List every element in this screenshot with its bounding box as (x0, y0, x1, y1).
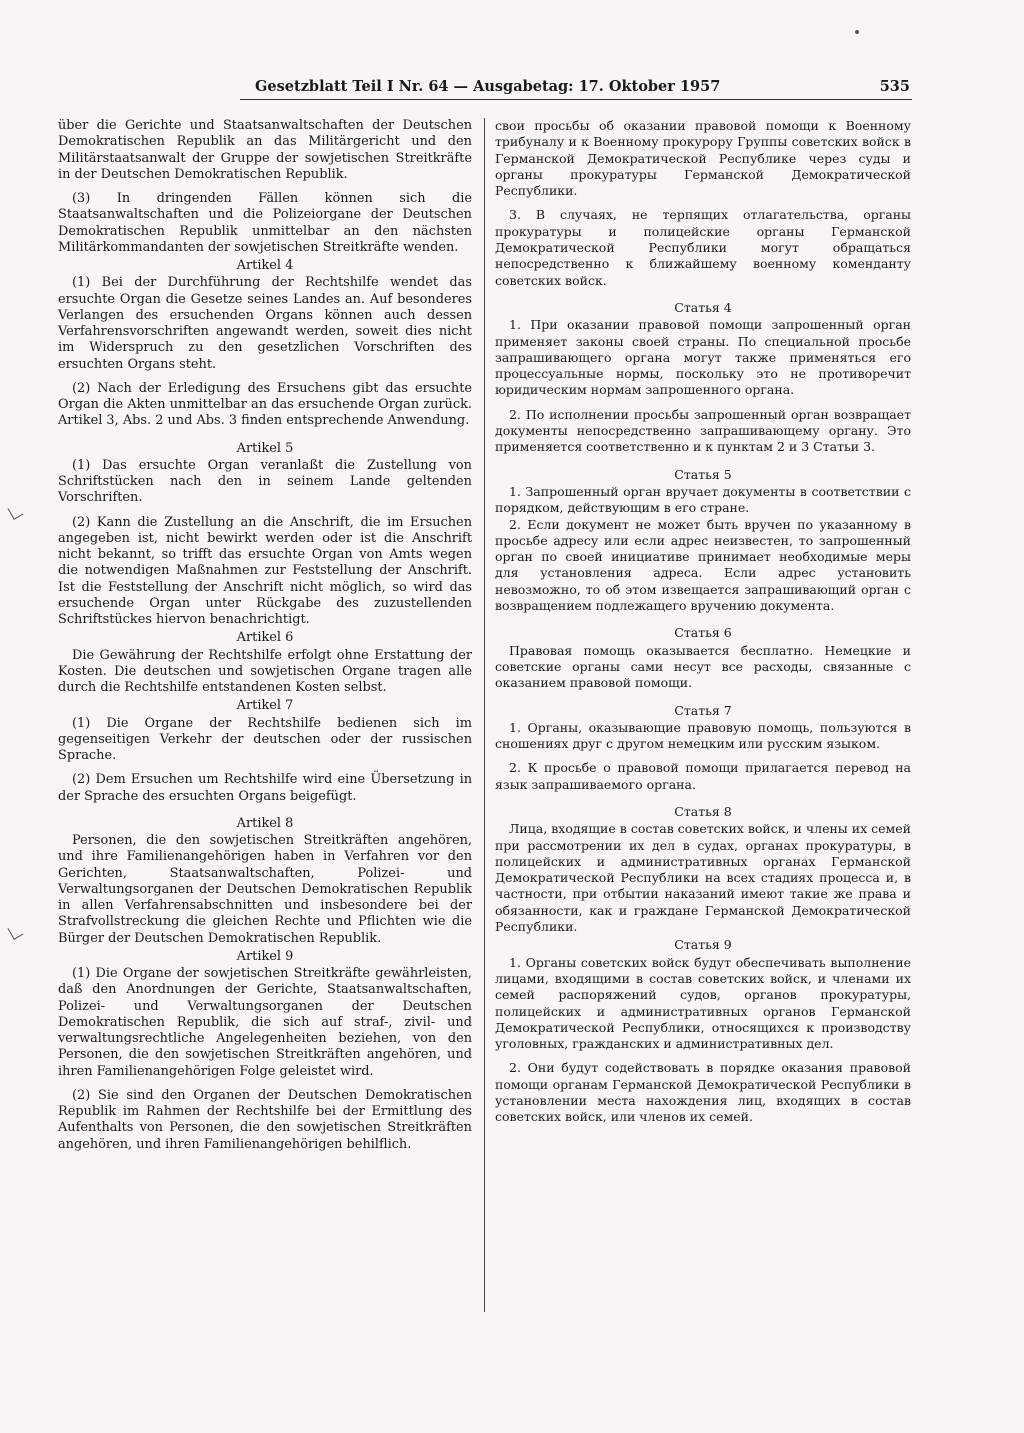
page-header (255, 78, 910, 100)
article-heading: Artikel 8 (236, 815, 294, 831)
paragraph: (3) In dringenden Fällen können sich die Staatsanwaltschaften und die Polizeiorgane der Deutschen Demokratischen Republik unmittelbar an den nächsten Militärkommandanten der sowjetischen Streitkräfte wenden. (58, 191, 472, 255)
article-heading: Artikel 4 (236, 258, 294, 273)
paragraph: (1) Das ersuchte Organ veranlaßt die Zustellung von Schriftstücken nach den in seinem Lande geltenden Vorschriften. (58, 457, 472, 506)
paragraph: Правовая помощь оказывается бесплатно. Немецкие и советские органы сами несут все расходы, связанные с оказанием правовой помощи. (495, 642, 911, 691)
paragraph: (1) Die Organe der Rechtshilfe bedienen sich im gegenseitigen Verkehr der deutschen oder der russischen Sprache. (58, 715, 472, 763)
german-column (58, 118, 472, 1153)
paragraph: Лица, входящие в состав советских войск, и члены их семей при рассмотрении их дел в судах, органах прокуратуры, в полицейских и административных органах Германской Демократической Республики на всех стадиях процесса и, в частности, при отбытии наказаний имеют такие же права и обязанности, как и граждане Германской Демократической Республики. (495, 821, 911, 935)
russian-column (495, 118, 911, 1126)
article-heading: Статья 5 (674, 466, 732, 482)
paragraph: (1) Bei der Durchführung der Rechtshilfe wendet das ersuchte Organ die Gesetze seines Landes an. Auf besonderes Verlangen des ersuchenden Organs können auch dessen Verfahrensvorschriften angewandt werden, soweit dies nicht im Widerspruch zu den gesetzlichen Vorschriften des ersuchten Organs steht. (58, 275, 472, 372)
paragraph: 2. Если документ не может быть вручен по указанному в просьбе адресу или если адрес неизвестен, то запрошенный орган по своей инициативе принимает необходимые меры для установления адреса. Если адрес установить невозможно, то об этом извещается запрашивающий орган с возвращением подлежащего вручению документа. (495, 516, 911, 614)
paragraph: (2) Nach der Erledigung des Ersuchens gibt das ersuchte Organ die Akten unmittelbar an das ersuchende Organ zurück. Artikel 3, Abs. 2 und Abs. 3 finden entsprechende Anwendung. (58, 380, 472, 429)
paragraph: (2) Kann die Zustellung an die Anschrift, die im Ersuchen angegeben ist, nicht bewirkt werden oder ist die Anschrift nicht bekannt, so trifft das ersuchte Organ von Amts wegen die notwendigen Maßnahmen zur Feststellung der Anschrift. Ist die Feststellung der Anschrift nicht möglich, so wird das ersuchende Organ unter Rückgabe des zuzustellenden Schriftstückes hiervon benachrichtigt. (58, 514, 472, 627)
header-rule (240, 99, 912, 100)
paragraph: 1. При оказании правовой помощи запрошенный орган применяет законы своей страны. По специальной просьбе запрашивающего органа могут также применяться его процессуальные нормы, поскольку это не противоречит юридическим нормам запрошенного органа. (495, 317, 911, 398)
article-heading: Статья 8 (674, 803, 732, 819)
paragraph: über die Gerichte und Staatsanwaltschaften der Deutschen Demokratischen Republik an das Militärgericht und den Militärstaatsanwalt der Gruppe der sowjetischen Streitkräfte in der Deutschen Demokratischen Republik. (58, 118, 472, 182)
margin-mark (7, 923, 23, 940)
paragraph: 2. По исполнении просьбы запрошенный орган возвращает документы непосредственно запрашивающему органу. Это применяется соответственно и к пунктам 2 и 3 Статьи 3. (495, 406, 911, 455)
page-number: 535 (879, 78, 910, 95)
article-heading: Artikel 7 (236, 698, 294, 714)
paragraph: 2. Они будут содействовать в порядке оказания правовой помощи органам Германской Демократической Республики в установлении места нахождения лиц, входящих в состав советских войск, или членов их семей. (495, 1060, 911, 1125)
paragraph: Personen, die den sowjetischen Streitkräften angehören, und ihre Familienangehörigen haben in Verfahren vor den Gerichten, Staatsanwaltschaften, Polizei- und Verwaltungsorganen der Deutschen Demokratischen Republik in allen Verfahrensabschnitten und insbesondere bei der Strafvollstreckung die gleichen Rechte und Pflichten wie die Bürger der Deutschen Demokratischen Republik. (58, 833, 472, 946)
article-heading: Artikel 6 (236, 630, 294, 646)
article-heading: Статья 7 (674, 702, 732, 718)
paragraph: 1. Органы советских войск будут обеспечивать выполнение лицами, входящими в состав советских войск, и членами их семей распоряжений судов, органов прокуратуры, полицейских и административных органов Германской Демократической Республики, относящихся к производству уголовных, гражданских и административных дел. (495, 954, 911, 1052)
margin-mark (7, 503, 23, 520)
paragraph: (2) Sie sind den Organen der Deutschen Demokratischen Republik im Rahmen der Rechtshilfe bei der Ermittlung des Aufenthalts von Personen, die den sowjetischen Streitkräften angehören, und ihren Familienangehörigen behilflich. (58, 1087, 472, 1152)
article-heading: Статья 4 (674, 299, 732, 315)
article-heading: Artikel 5 (236, 440, 294, 456)
article-heading: Artikel 9 (236, 948, 294, 964)
paragraph: (1) Die Organe der sowjetischen Streitkräfte gewährleisten, daß den Anordnungen der Gerichte, Staatsanwaltschaften, Polizei- und Verwaltungsorganen der Deutschen Demokratischen Republik, die sich auf straf-, zivil- und verwaltungsrechtliche Angelegenheiten beziehen, von den Personen, die den sowjetischen Streitkräften angehören, und ihren Familienangehörigen Folge geleistet wird. (58, 966, 472, 1079)
paragraph: (2) Dem Ersuchen um Rechtshilfe wird eine Übersetzung in der Sprache des ersuchten Organs beigefügt. (58, 772, 472, 804)
paragraph: 2. К просьбе о правовой помощи прилагается перевод на язык запрашиваемого органа. (495, 760, 911, 792)
paragraph: 3. В случаях, не терпящих отлагательства, органы прокуратуры и полицейские органы Германской Демократической Республики могут обращаться непосредственно к ближайшему военному коменданту советских войск. (495, 207, 911, 288)
article-heading: Статья 6 (674, 625, 732, 641)
paragraph: 1. Органы, оказывающие правовую помощь, пользуются в сношениях друг с другом немецким или русским языком. (495, 719, 911, 752)
header-title: Gesetzblatt Teil I Nr. 64 — Ausgabetag: 17. Oktober 1957 (255, 78, 721, 95)
ink-speck (855, 30, 859, 34)
paragraph: Die Gewährung der Rechtshilfe erfolgt ohne Erstattung der Kosten. Die deutschen und sowjetischen Organe tragen alle durch die Rechtshilfe entstandenen Kosten selbst. (58, 647, 472, 695)
article-heading: Статья 9 (674, 937, 732, 953)
paragraph: 1. Запрошенный орган вручает документы в соответствии с порядком, действующим в его стране. (495, 483, 911, 516)
column-divider (484, 118, 485, 1312)
paragraph: свои просьбы об оказании правовой помощи к Военному трибуналу и к Военному прокурору Группы советских войск в Германской Демократической Республике через суды и органы прокуратуры Германской Демократической Республики. (495, 118, 911, 199)
